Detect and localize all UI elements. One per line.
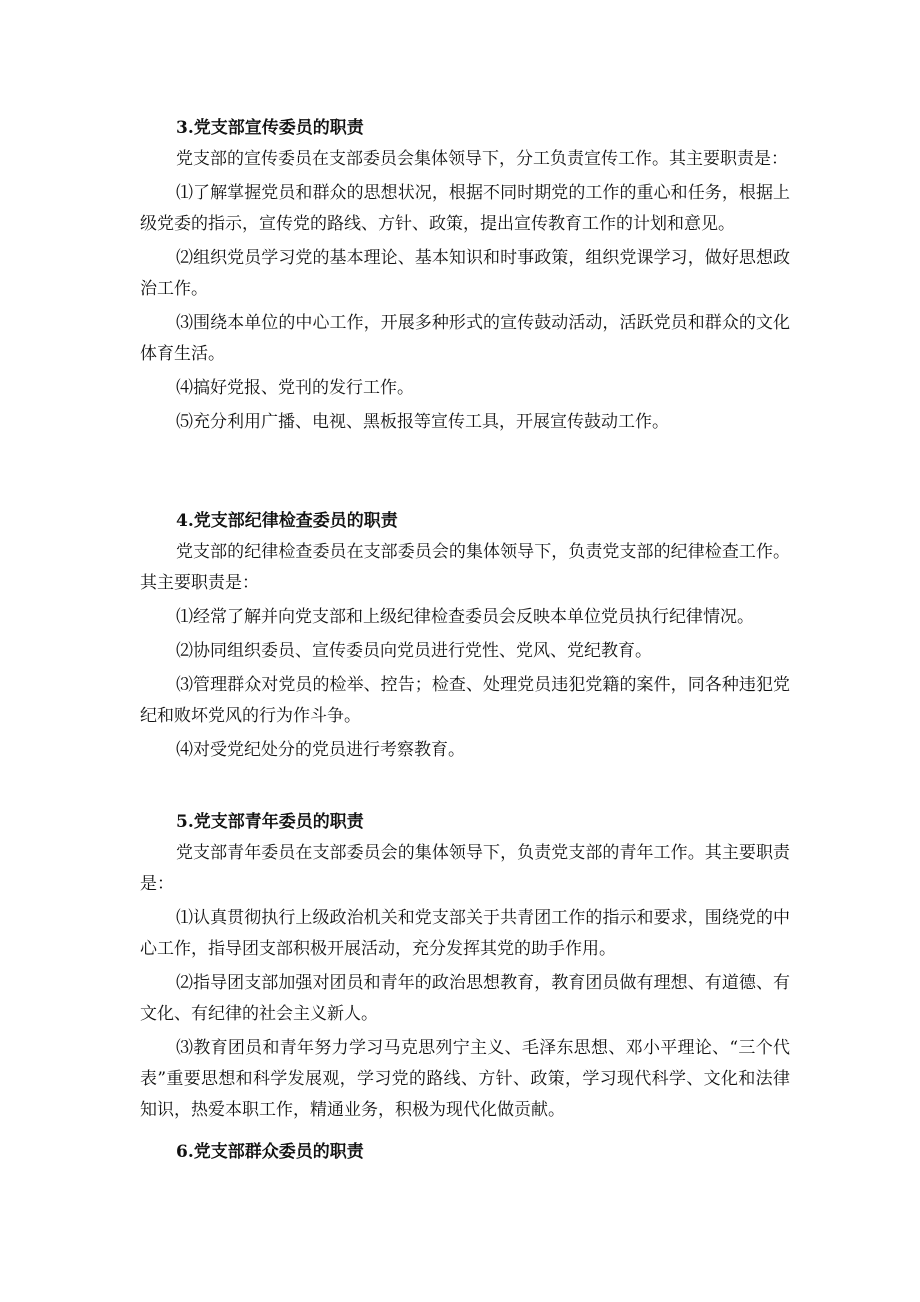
section-mass-committee [140, 1136, 790, 1168]
duty-item: ⑷对受党纪处分的党员进行考察教育。 [176, 740, 465, 760]
section-intro: 党支部青年委员在支部委员会的集体领导下，负责党支部的青年工作。其主要职责是： [140, 843, 790, 894]
duty-item: ⑶管理群众对党员的检举、控告；检查、处理党员违犯党籍的案件，同各种违犯党纪和败坏党风的行为作斗争。 [140, 675, 790, 726]
section-intro: 党支部的宣传委员在支部委员会集体领导下，分工负责宣传工作。其主要职责是： [176, 149, 788, 169]
duty-item: ⑴了解掌握党员和群众的思想状况，根据不同时期党的工作的重心和任务，根据上级党委的指示，宣传党的路线、方针、政策，提出宣传教育工作的计划和意见。 [140, 183, 790, 234]
section-heading: 4.党支部纪律检查委员的职责 [176, 511, 398, 531]
duty-item: ⑷搞好党报、党刊的发行工作。 [176, 378, 414, 398]
duty-item: ⑵协同组织委员、宣传委员向党员进行党性、党风、党纪教育。 [176, 641, 652, 661]
section-propaganda-committee [140, 112, 790, 441]
section-intro: 党支部的纪律检查委员在支部委员会的集体领导下，负责党支部的纪律检查工作。其主要职责是： [140, 542, 790, 593]
section-youth-committee [140, 806, 790, 1129]
duty-item: ⑸充分利用广播、电视、黑板报等宣传工具，开展宣传鼓动工作。 [176, 412, 669, 432]
section-discipline-committee [140, 505, 790, 769]
duty-item: ⑶教育团员和青年努力学习马克思列宁主义、毛泽东思想、邓小平理论、“三个代表”重要思想和科学发展观，学习党的路线、方针、政策，学习现代科学、文化和法律知识，热爱本职工作，精通业务，积极为现代化做贡献。 [140, 1038, 790, 1120]
duty-item: ⑵组织党员学习党的基本理论、基本知识和时事政策，组织党课学习，做好思想政治工作。 [140, 248, 790, 299]
duty-item: ⑴经常了解并向党支部和上级纪律检查委员会反映本单位党员执行纪律情况。 [176, 607, 754, 627]
duty-item: ⑴认真贯彻执行上级政治机关和党支部关于共青团工作的指示和要求，围绕党的中心工作，指导团支部积极开展活动，充分发挥其党的助手作用。 [140, 908, 790, 959]
section-heading: 6.党支部群众委员的职责 [176, 1142, 364, 1162]
section-heading: 3.党支部宣传委员的职责 [176, 118, 364, 138]
duty-item: ⑵指导团支部加强对团员和青年的政治思想教育，教育团员做有理想、有道德、有文化、有纪律的社会主义新人。 [140, 973, 790, 1024]
section-heading: 5.党支部青年委员的职责 [176, 812, 364, 832]
duty-item: ⑶围绕本单位的中心工作，开展多种形式的宣传鼓动活动，活跃党员和群众的文化体育生活。 [140, 313, 790, 364]
